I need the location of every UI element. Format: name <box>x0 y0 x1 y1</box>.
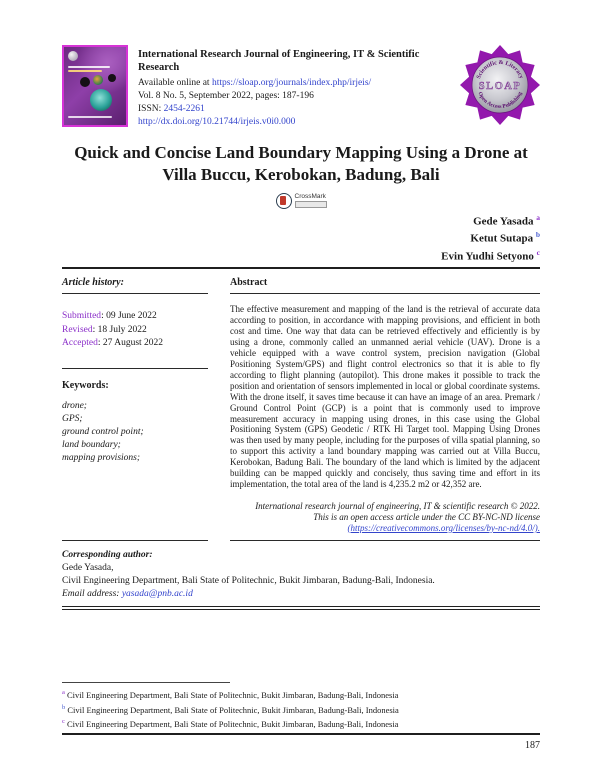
cover-decor <box>93 75 103 85</box>
sloap-badge-icon <box>460 45 540 125</box>
crossmark-logo[interactable] <box>276 193 327 209</box>
footer-divider <box>62 733 540 735</box>
meta-abstract-section <box>62 270 540 540</box>
cover-decor <box>68 70 102 72</box>
license-line <box>230 523 540 534</box>
article-title: Quick and Concise Land Boundary Mapping Using a Drone at Villa Buccu, Kerobokan, Badung, Bali <box>74 143 528 184</box>
author-name: Evin Yudhi Setyono <box>441 250 534 263</box>
journal-url-link[interactable]: https://sloap.org/journals/index.php/irjeis/ <box>211 78 372 88</box>
page-number: 187 <box>525 740 540 752</box>
page <box>62 45 540 751</box>
issn-line <box>138 103 454 116</box>
history-label: Submitted <box>62 311 102 322</box>
license-link[interactable]: (https://creativecommons.org/licenses/by-nc-nd/4.0/). <box>347 522 540 533</box>
keywords-list <box>62 400 208 465</box>
keyword: ground control point; <box>62 426 144 437</box>
history-line <box>62 337 208 351</box>
corresponding-heading: Corresponding author: <box>62 549 153 560</box>
author-affil-sup: b <box>535 230 540 240</box>
footnote-text: Civil Engineering Department, Bali State of Politechnic, Bukit Jimbaran, Badung-Bali, Indonesia <box>67 690 399 701</box>
article-meta-column <box>62 270 208 540</box>
article-history-heading: Article history: <box>62 270 208 294</box>
cover-logo-dot <box>68 51 78 61</box>
doi-link[interactable]: http://dx.doi.org/10.21744/irjeis.v0i0.000 <box>138 117 296 127</box>
author-line <box>62 246 540 264</box>
corresponding-name: Gede Yasada, <box>62 562 114 573</box>
abstract-heading: Abstract <box>230 270 540 294</box>
volume-line: Vol. 8 No. 5, September 2022, pages: 187-196 <box>138 91 314 101</box>
doi-line <box>138 116 454 129</box>
keyword: drone; <box>62 400 87 411</box>
cover-decor <box>80 77 90 87</box>
license-block <box>230 501 540 534</box>
keywords-divider <box>62 368 208 369</box>
history-value: : 27 August 2022 <box>97 338 164 349</box>
abstract-text: The effective measurement and mapping of the land is the retrieval of accurate data according to position, in accordance with mapping provisions, and efficient in both cost and time. One way that data can be retrieved effectively and efficiently is by using a drone, commonly called an unmanned aerial vehicle (UAV). Drone is a vehicle equipped with a wave control system, precision navigation (Global Positioning System/GPS) and flight control electronics so that it is able to fly according to flight planning (autopilot). This drone makes it possible to track the position and orientation of sensors implemented in local or global coordinate systems. With the drone itself, it saves time because it can have an image of an area. Premark / Ground Control Point (GCP) is a point that is commonly used to improve measurement accuracy in mapping using drones, in this case using the Global Positioning System (GPS) Geodetic / RTK Hi Target tool. Mapping Using Drones was then used by many people, including for the purposes of villa spatial planning, so to support this activity a land boundary mapping was carried out at Villa Buccu, Kerobokan, Badung Bali. The boundary of the land which is limited by the adjacent building can be mapped quickly and concisely, thus saving time and effort in its implementation, the total area of the land is 4,235.2 m2 or 42,352 are. <box>230 304 540 489</box>
crossmark-icon <box>276 193 292 209</box>
footnote-list <box>62 687 540 730</box>
footnote-sup: b <box>62 703 66 711</box>
badge-arc-bottom-text: Open Access Publishing <box>476 91 524 111</box>
license-line: This is an open access article under the CC BY-NC-ND license <box>313 511 540 522</box>
footnote <box>62 687 540 701</box>
footnote-sup: c <box>62 718 65 726</box>
journal-info <box>138 45 454 129</box>
section-double-rule <box>62 606 540 611</box>
cover-decor <box>108 74 116 82</box>
email-line <box>62 588 540 601</box>
journal-cover-image <box>62 45 128 127</box>
email-link[interactable]: yasada@pnb.ac.id <box>121 588 193 599</box>
corresponding-author-block <box>62 549 540 601</box>
keywords-heading: Keywords: <box>62 379 109 391</box>
author-name: Ketut Sutapa <box>470 232 534 245</box>
journal-header <box>62 45 540 129</box>
email-prefix: Email address: <box>62 588 122 599</box>
footnote-sup: a <box>62 689 65 697</box>
issn-prefix: ISSN: <box>138 104 164 114</box>
author-list <box>62 211 540 264</box>
author-line <box>62 211 540 229</box>
badge-center-text: SLOAP <box>478 81 522 92</box>
author-affil-sup: a <box>536 212 540 222</box>
footnote-text: Civil Engineering Department, Bali State of Politechnic, Bukit Jimbaran, Badung-Bali, Indonesia <box>67 718 399 729</box>
history-value: : 09 June 2022 <box>101 311 157 322</box>
corresponding-affiliation: Civil Engineering Department, Bali State of Politechnic, Bukit Jimbaran, Badung-Bali, Indonesia. <box>62 575 435 586</box>
history-label: Revised <box>62 324 93 335</box>
crossmark-text-block <box>295 193 327 208</box>
badge-arc-top-text: Scientific & Literacy <box>476 59 524 80</box>
journal-title: International Research Journal of Engineering, IT & Scientific Research <box>138 49 420 73</box>
cover-decor <box>90 89 112 111</box>
keyword: land boundary; <box>62 439 121 450</box>
footnote <box>62 716 540 730</box>
history-value: : 18 July 2022 <box>92 324 147 335</box>
keyword: mapping provisions; <box>62 452 141 463</box>
history-line <box>62 310 208 324</box>
history-line <box>62 324 208 338</box>
cover-decor <box>68 116 112 118</box>
available-online-line <box>138 77 454 90</box>
license-line: International research journal of engineering, IT & scientific research © 2022. <box>255 500 540 511</box>
abstract-column <box>230 270 540 540</box>
footnote-rule <box>62 682 230 683</box>
crossmark-label: CrossMark <box>294 193 326 200</box>
footnote <box>62 702 540 716</box>
author-name: Gede Yasada <box>473 215 534 228</box>
available-prefix: Available online at <box>138 78 212 88</box>
history-label: Accepted <box>62 338 98 349</box>
author-line <box>62 228 540 246</box>
article-history <box>62 310 208 351</box>
keyword: GPS; <box>62 413 83 424</box>
footnote-text: Civil Engineering Department, Bali State of Politechnic, Bukit Jimbaran, Badung-Bali, Indonesia <box>67 704 399 715</box>
cover-decor <box>68 66 110 68</box>
author-affil-sup: c <box>536 247 540 257</box>
footnote-block <box>62 682 540 751</box>
crossmark-updates-box <box>295 201 327 208</box>
issn-link[interactable]: 2454-2261 <box>163 104 205 114</box>
header-divider <box>62 267 540 269</box>
